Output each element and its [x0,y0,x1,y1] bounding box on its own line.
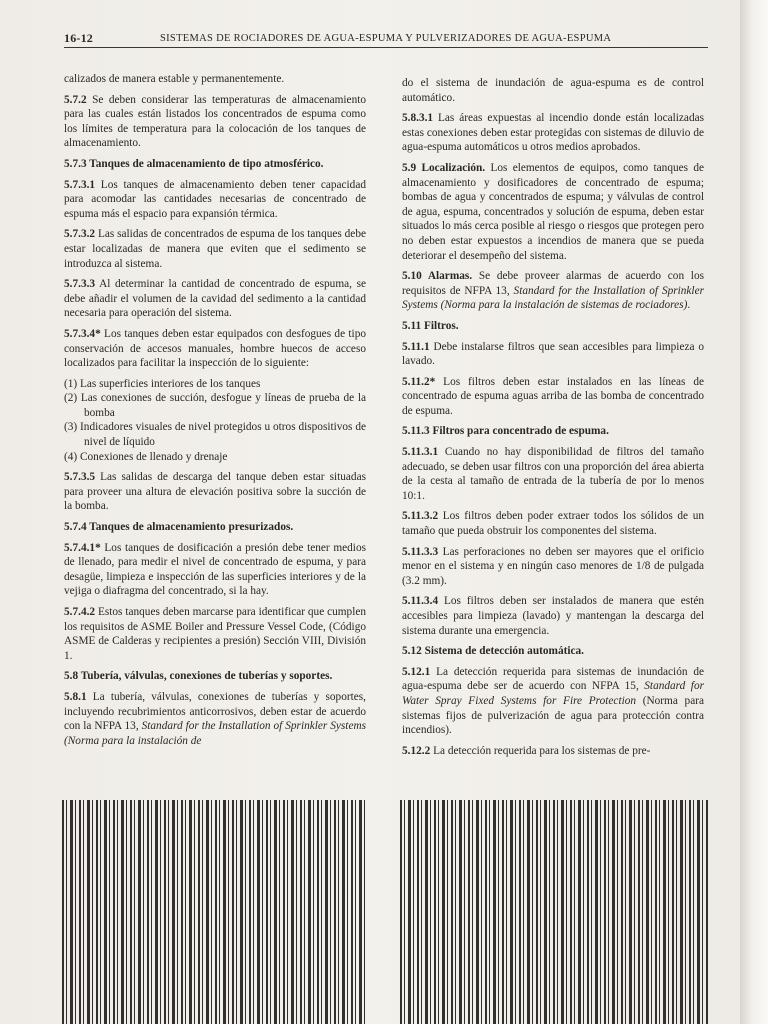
section-number: 5.11.3.3 [402,545,439,558]
section-text: Las áreas expuestas al incendio donde están localizadas estas conexiones deben estar protegidas con sistemas de diluvio de agua-espuma automáticos u otros medios aprobados. [402,112,704,154]
section-5-11-3-3 [402,545,704,589]
section-number: 5.11.3.1 [402,446,439,459]
section-5-11-3-2 [402,509,704,538]
section-number: 5.11.2* [402,375,436,388]
list-item: (1) Las superficies interiores de los tanques [64,377,261,390]
section-5-12-1 [402,665,704,738]
section-number: 5.12.1 [402,665,431,678]
section-text: Los filtros deben poder extraer todos los sólidos de un tamaño que pueda obstruir los componentes del sistema. [402,510,704,538]
section-5-10 [402,269,704,313]
list-item: (4) Conexiones de llenado y drenaje [64,450,228,463]
standard-title: Standard for the Installation of Sprinkler Systems (Norma para la instalación de [64,720,366,747]
standard-title: Standard for Water Spray Fixed Systems for Fire Protection [402,680,704,707]
section-5-7-3-2 [64,227,366,271]
section-5-7-4-2 [64,605,366,663]
section-text: Las perforaciones no deben ser mayores que el orificio menor en el sistema y en ningún caso menores de 1/8 de pulgada (3.2 mm). [402,545,704,587]
section-text: La detección requerida para sistemas de inundación de agua-espuma debe ser de acuerdo con NFPA 15, [402,665,704,693]
section-text: Los tanques deben estar equipados con desfogues de tipo conservación de accesos manuales, hombre huecos de acceso localizados para facilitar la inspección de lo siguiente: [64,327,366,370]
header-rule [64,47,708,48]
section-5-8-1 [64,690,366,748]
page-header [64,28,708,48]
section-text: Los filtros deben estar instalados en las líneas de concentrado de espuma aguas arriba de las bomba de concentrado de espuma. [402,375,704,417]
section-text-end: . [687,299,691,312]
scan-artifact-stripes-left [62,800,368,1024]
section-text: Cuando no hay disponibilidad de filtros del tamaño adecuado, se deben usar filtros con una proporción del área abierta de la cesta al tamaño de entrada de la tubería de por lo menos 10:1. [402,446,704,502]
section-text-end: (Norma para sistemas fijos de pulverización de agua para protección contra incendios). [402,694,704,737]
section-number: 5.11.1 [402,340,430,353]
paragraph: do el sistema de inundación de agua-espuma es de control automático. [402,77,704,104]
section-number: 5.10 Alarmas. [402,270,473,283]
section-text: Al determinar la cantidad de concentrado de espuma, se debe añadir el volumen de la cavidad del sedimento a la cantidad necesaria para operación del sistema. [64,278,366,320]
section-5-7-4-1 [64,541,366,599]
page-edge-shadow [740,0,768,1024]
section-5-11-1 [402,340,704,369]
section-text: Estos tanques deben marcarse para identificar que cumplen los requisitos de ASME Boiler and Pressure Vessel Code, (Código ASME de Calderas y recipientes a presión) Sección VIII, División 1. [64,606,366,662]
heading-5-11: 5.11 Filtros. [402,319,459,332]
heading-5-11-3: 5.11.3 Filtros para concentrado de espuma. [402,425,609,438]
section-number: 5.7.3.1 [64,178,96,191]
standard-title: Standard for the Installation of Sprinkler Systems (Norma para la instalación de sistemas de rociadores) [402,284,704,312]
section-text: Se debe proveer alarmas de acuerdo con los requisitos de NFPA 13, [402,270,704,297]
section-text: Los elementos de equipos, como tanques de almacenamiento y dosificadores de concentrado de espuma; bombas de agua y concentrados de espuma; y válvulas de control de agua, espuma, concentrados y solución de espuma, deben estar situados lo más cerca posible al riesgo o riesgos que protegen pero no deben estar expuestos a incendios de manera que se pueda deteriorar el desempeño del sistema. [402,161,704,262]
inspection-list [64,377,366,465]
section-text: Las salidas de descarga del tanque deben estar situadas para proveer una altura de elevación positiva sobre la succión de la bomba. [64,471,366,513]
section-text: Se deben considerar las temperaturas de almacenamiento para las cuales están listados los concentrados de espuma como los límites de temperatura para la colocación de los tanques de almacenamiento. [64,93,366,150]
section-number: 5.11.3.2 [402,510,439,523]
section-number: 5.7.3.4* [64,327,101,340]
scan-artifact-stripes-right [400,800,708,1024]
list-item: (3) Indicadores visuales de nivel protegidos u otros dispositivos de nivel de líquido [64,421,366,449]
heading-5-7-3: 5.7.3 Tanques de almacenamiento de tipo atmosférico. [64,157,324,170]
section-5-11-3-1 [402,445,704,503]
section-text: La detección requerida para los sistemas de pre- [430,744,651,757]
section-number: 5.7.4.1* [64,541,101,554]
section-text: Los filtros deben ser instalados de manera que estén accesibles para limpieza (lavado) y mantengan la descarga del sistema durante una emergencia. [402,595,704,637]
section-text: Debe instalarse filtros que sean accesibles para limpieza o lavado. [402,340,704,368]
section-number: 5.8.3.1 [402,112,434,125]
left-column [64,72,366,802]
section-number: 5.11.3.4 [402,595,439,608]
right-column [402,76,704,806]
section-number: 5.7.2 [64,93,87,106]
section-text: La tubería, válvulas, conexiones de tuberías y soportes, incluyendo recubrimientos anticorrosivos, deben estar de acuerdo con la NFPA 13, [64,690,366,733]
section-5-11-3-4 [402,594,704,638]
section-number: 5.9 Localización. [402,161,486,174]
paragraph: calizados de manera estable y permanentemente. [64,73,285,85]
section-5-7-2 [64,93,366,151]
section-number: 5.8.1 [64,690,87,703]
list-item: (2) Las conexiones de succión, desfogue y líneas de prueba de la bomba [64,392,366,419]
section-5-8-3-1 [402,111,704,155]
page-number: 16-12 [64,31,93,45]
section-number: 5.7.4.2 [64,606,96,618]
section-5-12-2 [402,744,704,759]
section-5-7-3-4 [64,327,366,371]
section-5-7-3-5 [64,470,366,514]
running-title: SISTEMAS DE ROCIADORES DE AGUA-ESPUMA Y PULVERIZADORES DE AGUA-ESPUMA [160,33,612,44]
heading-5-7-4: 5.7.4 Tanques de almacenamiento presurizados. [64,521,294,534]
section-number: 5.7.3.5 [64,471,96,484]
section-5-9 [402,161,704,263]
heading-5-8: 5.8 Tubería, válvulas, conexiones de tuberías y soportes. [64,670,333,683]
section-text: Los tanques de almacenamiento deben tener capacidad para acomodar las cantidades necesarias de concentrado de espuma más el espacio para expansión térmica. [64,178,366,220]
heading-5-12: 5.12 Sistema de detección automática. [402,645,584,658]
section-number: 5.7.3.2 [64,228,96,241]
section-5-7-3-3 [64,277,366,321]
section-text: Las salidas de concentrados de espuma de los tanques debe estar localizadas de manera que eviten que el sedimento se introduzca al sistema. [64,228,366,270]
section-number: 5.12.2 [402,744,431,757]
section-5-7-3-1 [64,178,366,222]
section-text: Los tanques de dosificación a presión debe tener medios de llenado, para medir el nivel de concentrado de espuma, y para desagüe, limpieza e inspección de las superficies interiores y de la vejiga o diafragma del concentrado, si la hay. [64,541,366,598]
section-number: 5.7.3.3 [64,278,96,291]
section-5-11-2 [402,375,704,419]
